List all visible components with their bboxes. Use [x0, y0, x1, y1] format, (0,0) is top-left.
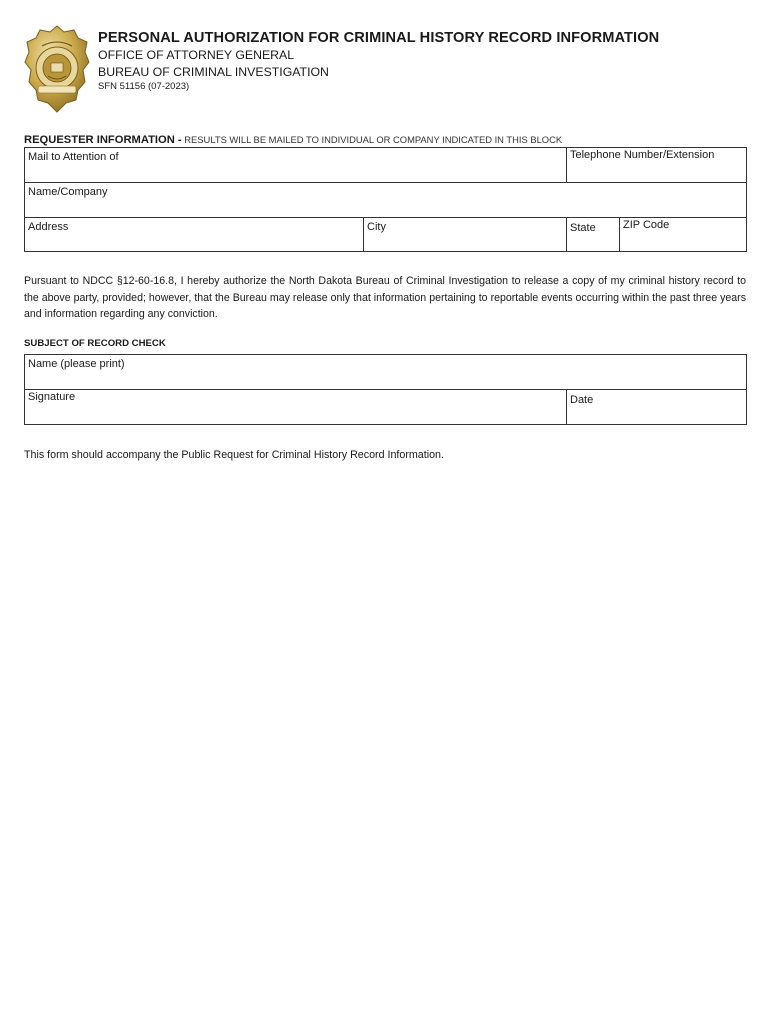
requester-heading — [24, 134, 562, 146]
footer-note: This form should accompany the Public Request for Criminal History Record Information. — [24, 449, 444, 461]
agency-office: OFFICE OF ATTORNEY GENERAL — [98, 48, 295, 62]
mail-attention-field[interactable] — [25, 148, 566, 182]
signature-field[interactable] — [25, 388, 566, 423]
address-field[interactable] — [25, 218, 363, 252]
agency-bureau: BUREAU OF CRIMINAL INVESTIGATION — [98, 65, 329, 79]
date-label: Date — [570, 394, 594, 406]
telephone-label: Telephone Number/Extension — [570, 149, 715, 161]
form-title: PERSONAL AUTHORIZATION FOR CRIMINAL HISTORY RECORD INFORMATION — [98, 30, 660, 46]
mail-attention-label: Mail to Attention of — [28, 151, 119, 163]
city-field[interactable] — [364, 218, 566, 252]
subject-grid — [24, 354, 747, 425]
state-label: State — [570, 222, 596, 234]
zip-label: ZIP Code — [623, 219, 670, 231]
state-field[interactable] — [567, 219, 619, 253]
requester-heading-note: RESULTS WILL BE MAILED TO INDIVIDUAL OR COMPANY INDICATED IN THIS BLOCK — [181, 134, 563, 145]
requester-heading-bold: REQUESTER INFORMATION - — [24, 134, 182, 146]
date-field[interactable] — [567, 391, 746, 424]
subject-heading: SUBJECT OF RECORD CHECK — [24, 338, 166, 349]
badge-seal-icon — [24, 24, 90, 114]
subject-name-field[interactable] — [25, 355, 746, 389]
signature-label: Signature — [28, 391, 76, 403]
subject-name-label: Name (please print) — [28, 358, 125, 370]
city-label: City — [367, 221, 386, 233]
zip-field[interactable] — [620, 216, 746, 250]
address-label: Address — [28, 221, 69, 233]
form-number: SFN 51156 (07-2023) — [98, 81, 190, 92]
requester-grid — [24, 147, 747, 252]
authorization-text: Pursuant to NDCC §12-60-16.8, I hereby authorize the North Dakota Bureau of Criminal Investigation to release a copy of my criminal history record to the above party, provided; however, that the Bureau may release only that information pertaining to reportable events occurring within the past three years and information regarding any conviction. — [24, 275, 746, 321]
name-company-label: Name/Company — [28, 186, 108, 198]
telephone-field[interactable] — [567, 146, 746, 180]
name-company-field[interactable] — [25, 183, 746, 217]
